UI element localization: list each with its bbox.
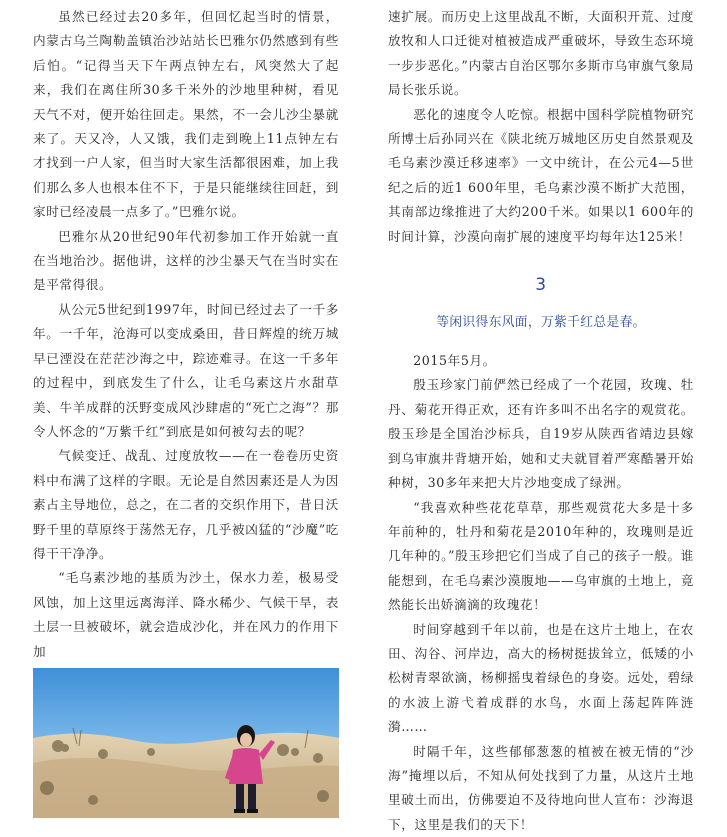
date-line: 2015年5月。 [413, 353, 496, 369]
paragraph: 虽然已经过去20多年，但回忆起当时的情景，内蒙古乌兰陶勒盖镇治沙站站长巴雅尔仍然感到有些后怕。“记得当天下午两点钟左右，风突然大了起来，我们在离住所30多千米外的沙地里种树，看见天气不对，便开始往回走。果然，不一会儿沙尘暴就来了。天又冷，人又饿，我们走到晚上11点钟左右才找到一户人家，但当时大家生活都很困难，加上我们那么多人也根本住不下，于是只能继续往回赶，到家时已经凌晨一点多了。”巴雅尔说。 [33, 9, 339, 220]
paragraph: 速扩展。而历史上这里战乱不断，大面积开荒、过度放牧和人口迁徙对植被造成严重破坏，导致生态环境一步步恶化。”内蒙古自治区鄂尔多斯市乌审旗气象局局长张乐说。 [388, 9, 694, 98]
section-number: 3 [535, 275, 547, 296]
paragraph: 恶化的速度令人吃惊。根据中国科学院植物研究所博士后孙同兴在《陕北统万城地区历史自然景观及毛乌素沙漠迁移速率》一文中统计，在公元4—5世纪之后的近1 600年里，毛乌素沙漠不断扩大范围，其南部边缘推进了大约200千米。如果以1 600年的时间计算，沙漠向南扩展的速度平均每年达125米！ [388, 106, 694, 244]
paragraph: 时间穿越到千年以前，也是在这片土地上，在农田、沟谷、河岸边，高大的杨树挺拔耸立，低矮的小松树青翠欲滴，杨柳摇曳着绿色的身姿。远处，碧绿的水波上游弋着成群的水鸟，水面上荡起阵阵涟漪…… [388, 621, 694, 735]
paragraph: “我喜欢种些花花草草，那些观赏花大多是十多年前种的，牡丹和菊花是2010年种的，玫瑰则是近几年种的。”殷玉珍把它们当成了自己的孩子一般。谁能想到，在毛乌素沙漠腹地——乌审旗的土地上，竟然能长出娇滴滴的玫瑰花！ [388, 499, 694, 613]
paragraph: 殷玉珍家门前俨然已经成了一个花园，玫瑰、牡丹、菊花开得正欢，还有许多叫不出名字的观赏花。殷玉珍是全国治沙标兵，自19岁从陕西省靖边县嫁到乌审旗井背塘开始，她和丈夫就冒着严寒酷暑开始种树，30多年来把大片沙地变成了绿洲。 [388, 377, 694, 491]
paragraph: 从公元5世纪到1997年，时间已经过去了一千多年。一千年，沧海可以变成桑田，昔日辉煌的统万城早已湮没在茫茫沙海之中，踪迹难寻。在这一千多年的过程中，到底发生了什么，让毛乌素这片水甜草美、牛羊成群的沃野变成风沙肆虐的“死亡之海”？那令人怀念的“万紫千红”到底是如何被勾去的呢？ [33, 301, 339, 439]
paragraph: “毛乌素沙地的基质为沙土，保水力差，极易受风蚀，加上这里远离海洋、降水稀少、气候干旱，表土层一旦被破坏，就会造成沙化，并在风力的作用下加 [33, 570, 339, 659]
woman-in-desert-photo [33, 668, 339, 818]
photo-illustration [33, 668, 339, 818]
section-subtitle: 等闲识得东风面，万紫千红总是春。 [436, 315, 646, 331]
right-column [388, 5, 694, 837]
paragraph: 气候变迁、战乱、过度放牧——在一卷卷历史资料中布满了这样的字眼。无论是自然因素还是人为因素占主导地位，总之，在二者的交织作用下，昔日沃野千里的草原终于荡然无存，几乎被凶猛的“沙魔”吃得干干净净。 [33, 448, 339, 561]
paragraph: 巴雅尔从20世纪90年代初参加工作开始就一直在当地治沙。据他讲，这样的沙尘暴天气在当时实在是平常得很。 [33, 228, 339, 293]
left-column [33, 5, 339, 664]
paragraph: 时隔千年，这些郁郁葱葱的植被在被无情的“沙海”掩埋以后，不知从何处找到了力量，从这片土地里破土而出，仿佛要迫不及待地向世人宣布：沙海退下，这里是我们的天下！ [388, 743, 694, 832]
